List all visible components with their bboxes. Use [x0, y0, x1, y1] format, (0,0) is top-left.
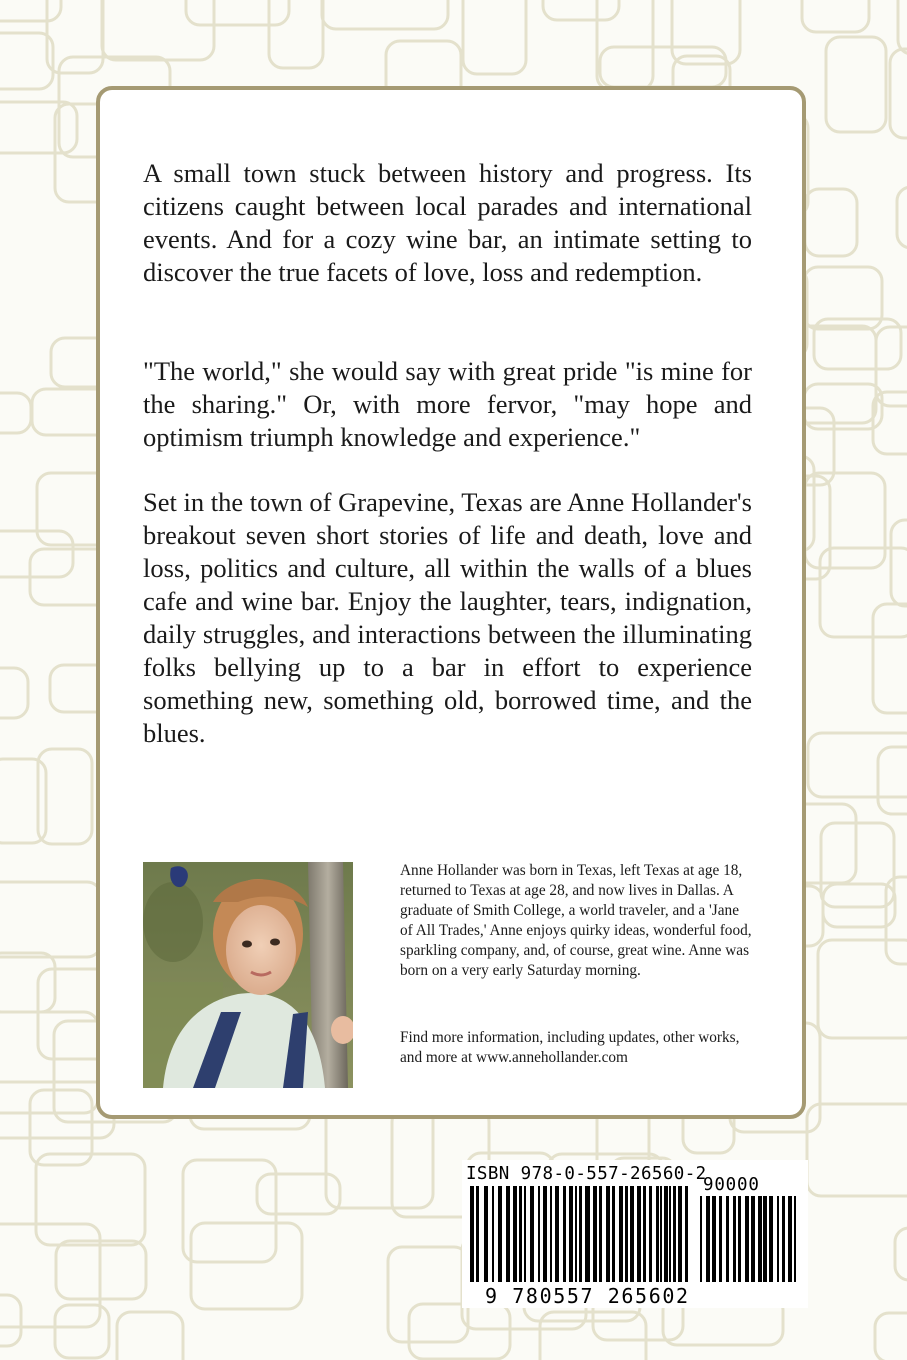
blurb-paragraph-3: Set in the town of Grapevine, Texas are Anne Hollander's breakout seven short stories of life and death, love and loss, politics and culture, all within the walls of a blues cafe and wine bar. Enjoy the laughter, tears, indignation, daily struggles, and interactions between the illuminating folks bellying up to a bar in effort to experience something new, something old, borrowed time, and the blues.	[143, 487, 752, 748]
isbn-label: ISBN 978-0-557-26560-2	[466, 1164, 707, 1184]
author-bio: Anne Hollander was born in Texas, left Texas at age 18, returned to Texas at age 28, and now lives in Dallas. A graduate of Smith College, a world traveler, and a 'Jane of All Trades,' Anne enjoys quirky ideas, wonderful food, sparkling company, and, of course, great wine. Anne was born on a very early Saturday morning.	[400, 862, 752, 979]
isbn-barcode	[470, 1186, 692, 1286]
blurb-paragraph-1: A small town stuck between history and progress. Its citizens caught between local parades and international events. And for a cozy wine bar, an intimate setting to discover the true facets of love, loss and redemption.	[143, 158, 752, 287]
author-photo	[143, 862, 353, 1088]
price-barcode	[700, 1196, 796, 1282]
more-info-text: Find more information, including updates, other works, and more at www.annehollander.com	[400, 1029, 740, 1066]
barcode-digits: 9 780557 265602	[485, 1284, 690, 1308]
blurb-paragraph-2: "The world," she would say with great pride "is mine for the sharing." Or, with more fervor, "may hope and optimism triumph knowledge and experience."	[143, 356, 752, 452]
price-code: 90000	[703, 1175, 760, 1195]
